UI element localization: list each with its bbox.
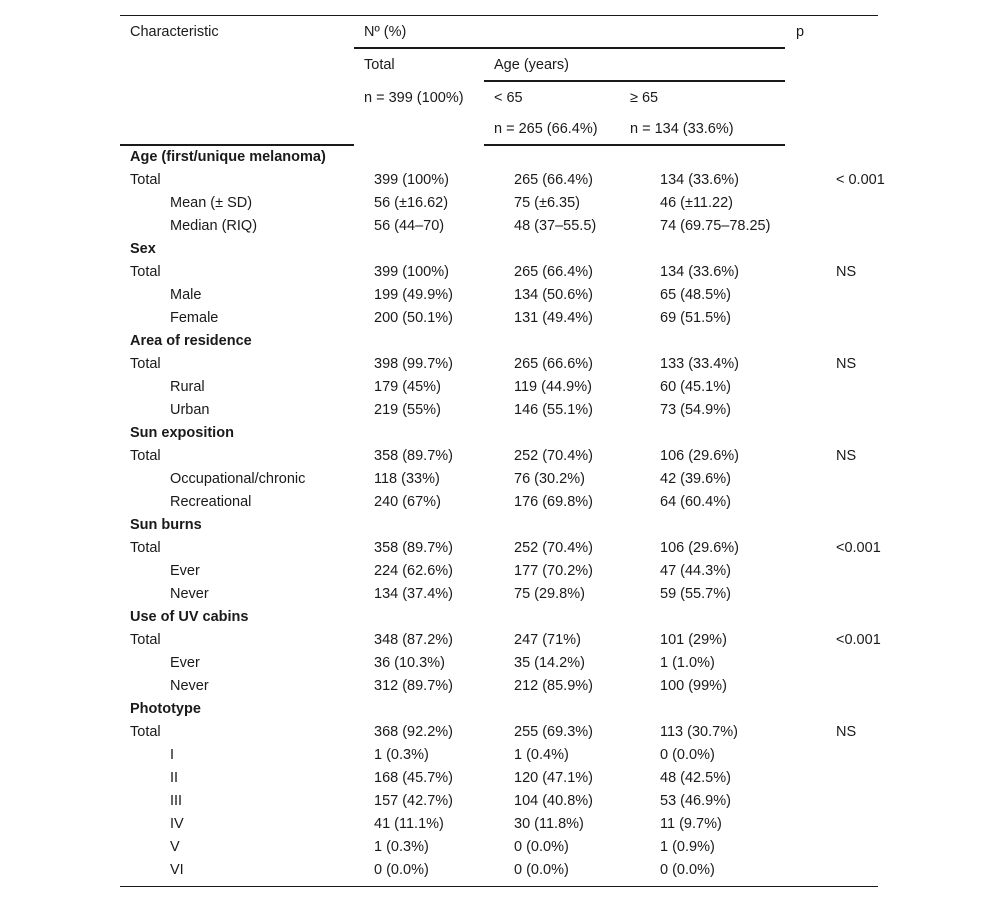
cell-ge65: 53 (46.9%) <box>660 793 731 809</box>
cell-lt65: 265 (66.4%) <box>514 172 593 188</box>
cell-p: NS <box>836 724 857 740</box>
age-years-rule <box>484 80 785 82</box>
table-row <box>120 353 928 376</box>
table-row <box>120 445 928 468</box>
table-body <box>120 146 928 882</box>
row-label: Total <box>130 172 161 188</box>
cell-lt65: 48 (37–55.5) <box>514 218 597 234</box>
row-label: Never <box>170 678 209 694</box>
cell-lt65: 75 (29.8%) <box>514 586 585 602</box>
section-header-row <box>120 698 928 721</box>
table-top-rule <box>120 15 878 16</box>
cell-total: 0 (0.0%) <box>374 862 429 878</box>
cell-lt65: 75 (±6.35) <box>514 195 580 211</box>
cell-ge65: 69 (51.5%) <box>660 310 731 326</box>
table-row <box>120 491 928 514</box>
cell-lt65: 176 (69.8%) <box>514 494 593 510</box>
cell-p <box>826 399 928 422</box>
table-row <box>120 169 928 192</box>
header-total-n: n = 399 (100%) <box>364 90 464 106</box>
cell-p <box>826 675 928 698</box>
row-label: I <box>170 747 175 763</box>
table-row <box>120 721 928 744</box>
cell-total: 134 (37.4%) <box>374 586 453 602</box>
section-header-row <box>120 330 928 353</box>
cell-ge65: 11 (9.7%) <box>660 816 722 832</box>
cell-ge65: 60 (45.1%) <box>660 379 731 395</box>
cell-lt65: 0 (0.0%) <box>514 839 569 855</box>
cell-p <box>826 836 928 859</box>
cell-ge65: 48 (42.5%) <box>660 770 731 786</box>
cell-lt65: 252 (70.4%) <box>514 540 593 556</box>
cell-ge65: 1 (0.9%) <box>660 839 715 855</box>
table-row <box>120 376 928 399</box>
row-label: Ever <box>170 655 200 671</box>
row-label: Total <box>130 540 161 556</box>
cell-total: 36 (10.3%) <box>374 655 445 671</box>
table-row <box>120 399 928 422</box>
cell-p: NS <box>836 448 857 464</box>
section-title: Age (first/unique melanoma) <box>130 149 326 165</box>
cell-lt65: 30 (11.8%) <box>514 816 584 832</box>
cell-ge65: 1 (1.0%) <box>660 655 715 671</box>
row-label: Female <box>170 310 219 326</box>
row-label: Urban <box>170 402 210 418</box>
cell-total: 179 (45%) <box>374 379 441 395</box>
cell-ge65: 74 (69.75–78.25) <box>660 218 771 234</box>
table-row <box>120 284 928 307</box>
section-header-row <box>120 422 928 445</box>
cell-total: 224 (62.6%) <box>374 563 453 579</box>
cell-total: 358 (89.7%) <box>374 448 453 464</box>
cell-ge65: 46 (±11.22) <box>660 195 733 211</box>
section-header-row <box>120 606 928 629</box>
cell-total: 1 (0.3%) <box>374 839 429 855</box>
cell-total: 399 (100%) <box>374 172 449 188</box>
table-row <box>120 192 928 215</box>
row-label: Ever <box>170 563 200 579</box>
row-label: Never <box>170 586 209 602</box>
cell-ge65: 0 (0.0%) <box>660 862 715 878</box>
section-title: Area of residence <box>130 333 252 349</box>
row-label: VI <box>170 862 184 878</box>
cell-ge65: 59 (55.7%) <box>660 586 731 602</box>
cell-total: 199 (49.9%) <box>374 287 453 303</box>
cell-p <box>826 284 928 307</box>
table-row <box>120 468 928 491</box>
table-row <box>120 836 928 859</box>
cell-lt65: 35 (14.2%) <box>514 655 585 671</box>
header-total: Total <box>364 57 395 73</box>
cell-ge65: 106 (29.6%) <box>660 540 739 556</box>
row-label: Total <box>130 724 161 740</box>
table-row <box>120 790 928 813</box>
row-label: Mean (± SD) <box>170 195 253 211</box>
section-title: Phototype <box>130 701 201 717</box>
cell-lt65: 131 (49.4%) <box>514 310 593 326</box>
row-label: V <box>170 839 180 855</box>
cell-p: NS <box>836 264 857 280</box>
cell-lt65: 255 (69.3%) <box>514 724 593 740</box>
header-ge65-n: n = 134 (33.6%) <box>630 121 734 137</box>
cell-lt65: 252 (70.4%) <box>514 448 593 464</box>
section-header-row <box>120 514 928 537</box>
cell-lt65: 119 (44.9%) <box>514 379 592 395</box>
cell-lt65: 247 (71%) <box>514 632 581 648</box>
table-row <box>120 859 928 882</box>
row-label: Occupational/chronic <box>170 471 306 487</box>
table-row <box>120 583 928 606</box>
header-age-years: Age (years) <box>494 57 569 73</box>
row-label: Total <box>130 632 161 648</box>
table-row <box>120 744 928 767</box>
cell-total: 358 (89.7%) <box>374 540 453 556</box>
characteristics-table <box>120 146 928 882</box>
cell-lt65: 212 (85.9%) <box>514 678 593 694</box>
cell-lt65: 177 (70.2%) <box>514 563 593 579</box>
cell-p: <0.001 <box>836 540 881 556</box>
cell-ge65: 47 (44.3%) <box>660 563 731 579</box>
cell-ge65: 133 (33.4%) <box>660 356 739 372</box>
table-row <box>120 629 928 652</box>
cell-ge65: 106 (29.6%) <box>660 448 739 464</box>
cell-p <box>826 767 928 790</box>
cell-total: 168 (45.7%) <box>374 770 453 786</box>
cell-ge65: 65 (48.5%) <box>660 287 731 303</box>
cell-ge65: 0 (0.0%) <box>660 747 715 763</box>
cell-lt65: 265 (66.6%) <box>514 356 593 372</box>
cell-p <box>826 744 928 767</box>
cell-total: 219 (55%) <box>374 402 441 418</box>
row-label: Total <box>130 356 161 372</box>
row-label: Total <box>130 448 161 464</box>
cell-ge65: 42 (39.6%) <box>660 471 731 487</box>
section-header-row <box>120 146 928 169</box>
table-row <box>120 675 928 698</box>
row-label: IV <box>170 816 184 832</box>
cell-ge65: 101 (29%) <box>660 632 727 648</box>
table-row <box>120 813 928 836</box>
table-row <box>120 215 928 238</box>
cell-ge65: 64 (60.4%) <box>660 494 731 510</box>
cell-total: 157 (42.7%) <box>374 793 453 809</box>
row-label: Male <box>170 287 202 303</box>
cell-p <box>826 468 928 491</box>
table-row <box>120 537 928 560</box>
cell-p <box>826 583 928 606</box>
cell-total: 56 (±16.62) <box>374 195 449 211</box>
cell-total: 312 (89.7%) <box>374 678 453 694</box>
cell-p <box>826 560 928 583</box>
cell-p: NS <box>836 356 857 372</box>
n-pct-rule <box>354 47 785 49</box>
row-label: III <box>170 793 183 809</box>
cell-lt65: 120 (47.1%) <box>514 770 593 786</box>
cell-total: 200 (50.1%) <box>374 310 453 326</box>
cell-total: 118 (33%) <box>374 471 440 487</box>
cell-p <box>826 652 928 675</box>
cell-ge65: 134 (33.6%) <box>660 264 739 280</box>
cell-ge65: 113 (30.7%) <box>660 724 738 740</box>
cell-total: 368 (92.2%) <box>374 724 453 740</box>
cell-ge65: 100 (99%) <box>660 678 727 694</box>
cell-p <box>826 376 928 399</box>
header-p: p <box>796 24 805 40</box>
cell-p <box>826 215 928 238</box>
cell-lt65: 146 (55.1%) <box>514 402 593 418</box>
table-bottom-rule <box>120 886 878 887</box>
section-header-row <box>120 238 928 261</box>
cell-lt65: 1 (0.4%) <box>514 747 569 763</box>
cell-p <box>826 307 928 330</box>
header-lt65-n: n = 265 (66.4%) <box>494 121 598 137</box>
cell-p: <0.001 <box>836 632 881 648</box>
cell-lt65: 76 (30.2%) <box>514 471 585 487</box>
cell-total: 56 (44–70) <box>374 218 445 234</box>
section-title: Sex <box>130 241 156 257</box>
table-row <box>120 560 928 583</box>
cell-p <box>826 813 928 836</box>
cell-total: 399 (100%) <box>374 264 449 280</box>
table-row <box>120 261 928 284</box>
section-title: Use of UV cabins <box>130 609 249 625</box>
row-label: Rural <box>170 379 205 395</box>
cell-ge65: 73 (54.9%) <box>660 402 731 418</box>
cell-total: 348 (87.2%) <box>374 632 453 648</box>
row-label: II <box>170 770 179 786</box>
cell-lt65: 134 (50.6%) <box>514 287 593 303</box>
cell-total: 41 (11.1%) <box>374 816 444 832</box>
header-ge65: ≥ 65 <box>630 90 659 106</box>
cell-p <box>826 192 928 215</box>
row-label: Recreational <box>170 494 252 510</box>
cell-total: 1 (0.3%) <box>374 747 429 763</box>
cell-lt65: 104 (40.8%) <box>514 793 593 809</box>
cell-p <box>826 859 928 882</box>
cell-ge65: 134 (33.6%) <box>660 172 739 188</box>
header-characteristic: Characteristic <box>130 24 219 40</box>
cell-lt65: 0 (0.0%) <box>514 862 569 878</box>
header-lt65: < 65 <box>494 90 523 106</box>
table-row <box>120 652 928 675</box>
section-title: Sun burns <box>130 517 202 533</box>
section-title: Sun exposition <box>130 425 234 441</box>
cell-lt65: 265 (66.4%) <box>514 264 593 280</box>
table-row <box>120 307 928 330</box>
header-n-pct: Nº (%) <box>364 24 407 40</box>
table-row <box>120 767 928 790</box>
cell-p: < 0.001 <box>836 172 885 188</box>
cell-total: 240 (67%) <box>374 494 441 510</box>
cell-p <box>826 790 928 813</box>
row-label: Median (RIQ) <box>170 218 258 234</box>
row-label: Total <box>130 264 161 280</box>
cell-total: 398 (99.7%) <box>374 356 453 372</box>
cell-p <box>826 491 928 514</box>
